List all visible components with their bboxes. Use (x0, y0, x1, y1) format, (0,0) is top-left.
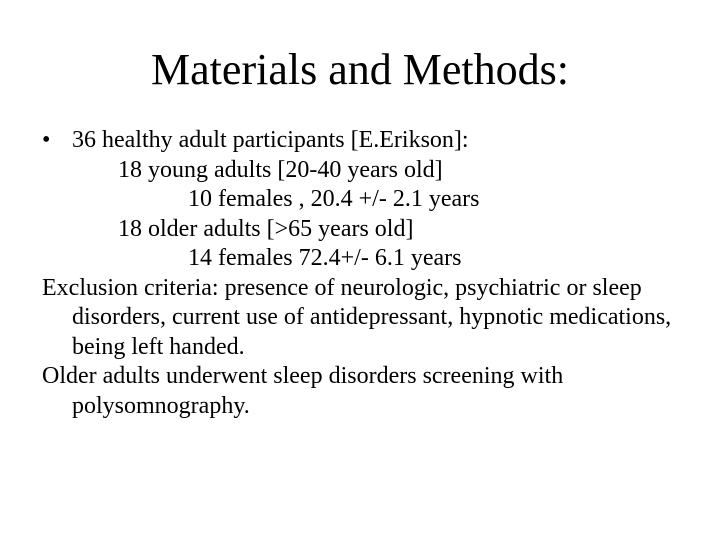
older-screening-paragraph: Older adults underwent sleep disorders screening with polysomnography. (42, 363, 564, 419)
exclusion-criteria-paragraph: Exclusion criteria: presence of neurologic, psychiatric or sleep disorders, current use of antidepressant, hypnotic medications, being left handed. (42, 274, 672, 360)
slide-body (42, 126, 702, 421)
older-females-line: 14 females 72.4+/- 6.1 years (188, 245, 462, 271)
slide-title: Materials and Methods: (151, 45, 569, 94)
older-group-line: 18 older adults [>65 years old] (118, 215, 414, 242)
young-group-line: 18 young adults [20-40 years old] (118, 156, 443, 183)
bullet-icon: • (42, 127, 51, 153)
young-females-line: 10 females , 20.4 +/- 2.1 years (188, 186, 480, 212)
participants-bullet (42, 126, 702, 156)
participants-text: 36 healthy adult participants [E.Erikson]: (72, 127, 469, 153)
